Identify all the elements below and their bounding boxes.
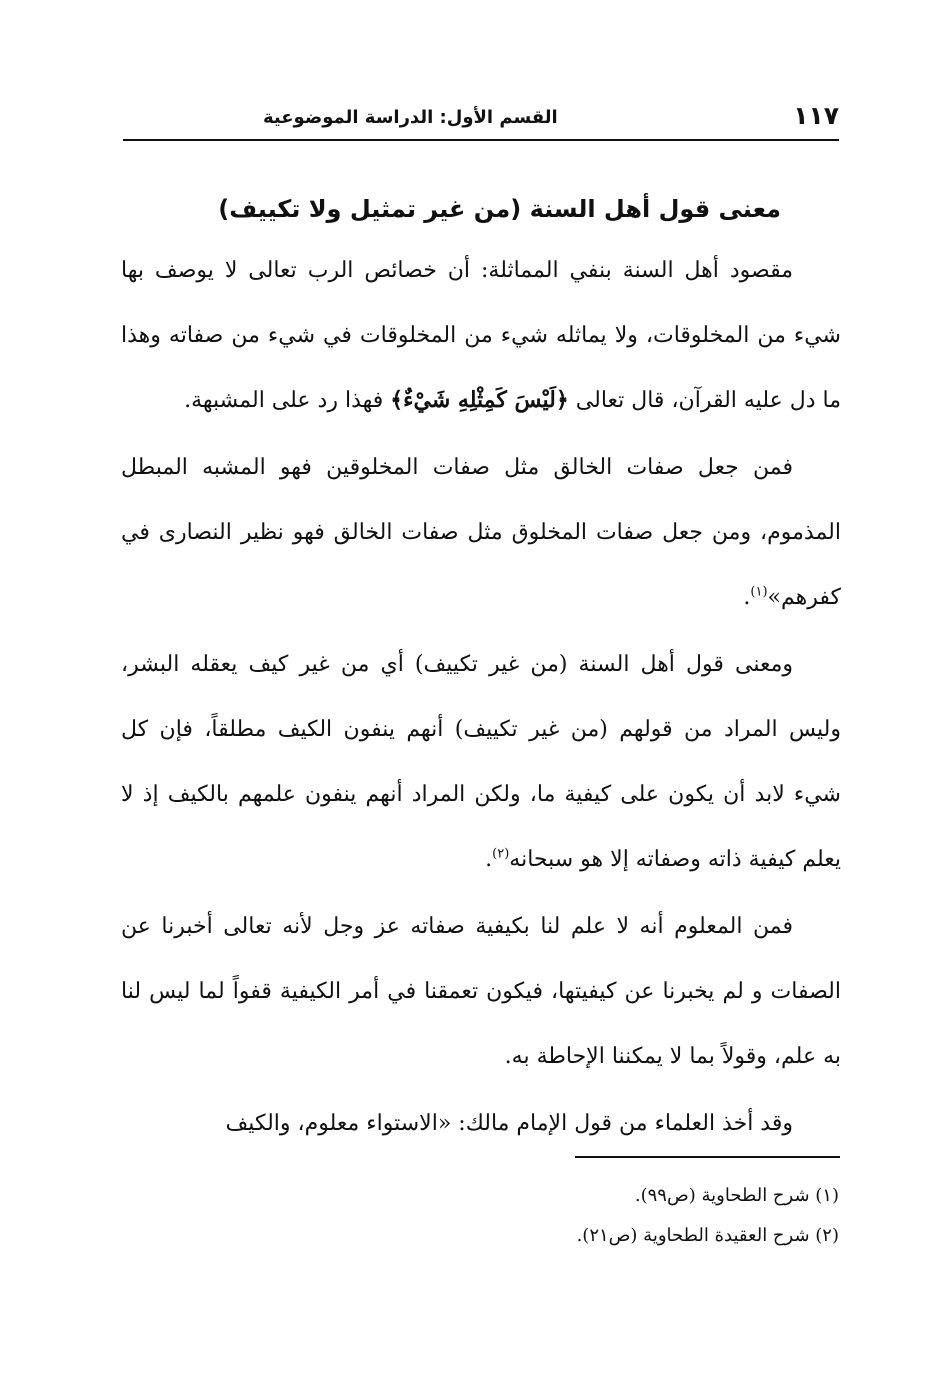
paragraph-4: فمن المعلوم أنه لا علم لنا بكيفية صفاته عز وجل لأنه تعالى أخبرنا عن الصفات و لم يخبرنا عن كيفيتها، فيكون تعمقنا في أمر الكيفية قفواً لما ليس لنا به علم، وقولاً بما لا يمكننا الإحاطة به.: [121, 914, 841, 1069]
paragraph-1-end: فهذا رد على المشبهة.: [184, 388, 391, 413]
footnote-2: (٢) شرح العقيدة الطحاوية (ص٢١).: [576, 1225, 839, 1246]
header-divider: [123, 139, 839, 141]
quran-verse: ﴿لَيْسَ كَمِثْلِهِ شَيْءٌ﴾: [390, 387, 569, 413]
paragraph-1-text: مقصود أهل السنة بنفي المماثلة: أن خصائص الرب تعالى لا يوصف بها شيء من المخلوقات، ولا يماثله شيء من المخلوقات في شيء من صفاته وهذا ما دل عليه القرآن، قال تعالى: [121, 258, 841, 413]
footnotes: [121, 1176, 839, 1256]
topic-heading: معنى قول أهل السنة (من غير تمثيل ولا تكييف): [218, 195, 781, 223]
page-number: ١١٧: [793, 101, 839, 130]
paragraph-2-text: فمن جعل صفات الخالق مثل صفات المخلوقين فهو المشبه المبطل المذموم، ومن جعل صفات المخلوق مثل صفات الخالق فهو نظير النصارى في كفرهم»: [121, 455, 841, 610]
main-text: [121, 180, 841, 1156]
paragraph-2-end: .: [743, 585, 751, 610]
paragraph-5: وقد أخذ العلماء من قول الإمام مالك: «الاستواء معلوم، والكيف: [225, 1111, 793, 1136]
footnote-ref-2[interactable]: (٢): [492, 846, 510, 862]
footnote-divider: [575, 1156, 840, 1158]
paragraph-3-end: .: [485, 847, 493, 872]
footnote-ref-1[interactable]: (١): [750, 584, 768, 600]
paragraph-3-text: ومعنى قول أهل السنة (من غير تكييف) أي من غير كيف يعقله البشر، وليس المراد من قولهم (من غير تكييف) أنهم ينفون الكيف مطلقاً، فإن كل شيء لابد أن يكون على كيفية ما، ولكن المراد أنهم ينفون علمهم بالكيف إذ لا يعلم كيفية ذاته وصفاته إلا هو سبحانه: [121, 652, 841, 872]
section-title: القسم الأول: الدراسة الموضوعية: [263, 107, 558, 128]
paragraph-1: [121, 238, 841, 433]
footnote-1: (١) شرح الطحاوية (ص٩٩).: [634, 1185, 839, 1206]
running-head: [123, 92, 839, 132]
paragraph-3: [121, 632, 841, 892]
paragraph-2: [121, 435, 841, 630]
